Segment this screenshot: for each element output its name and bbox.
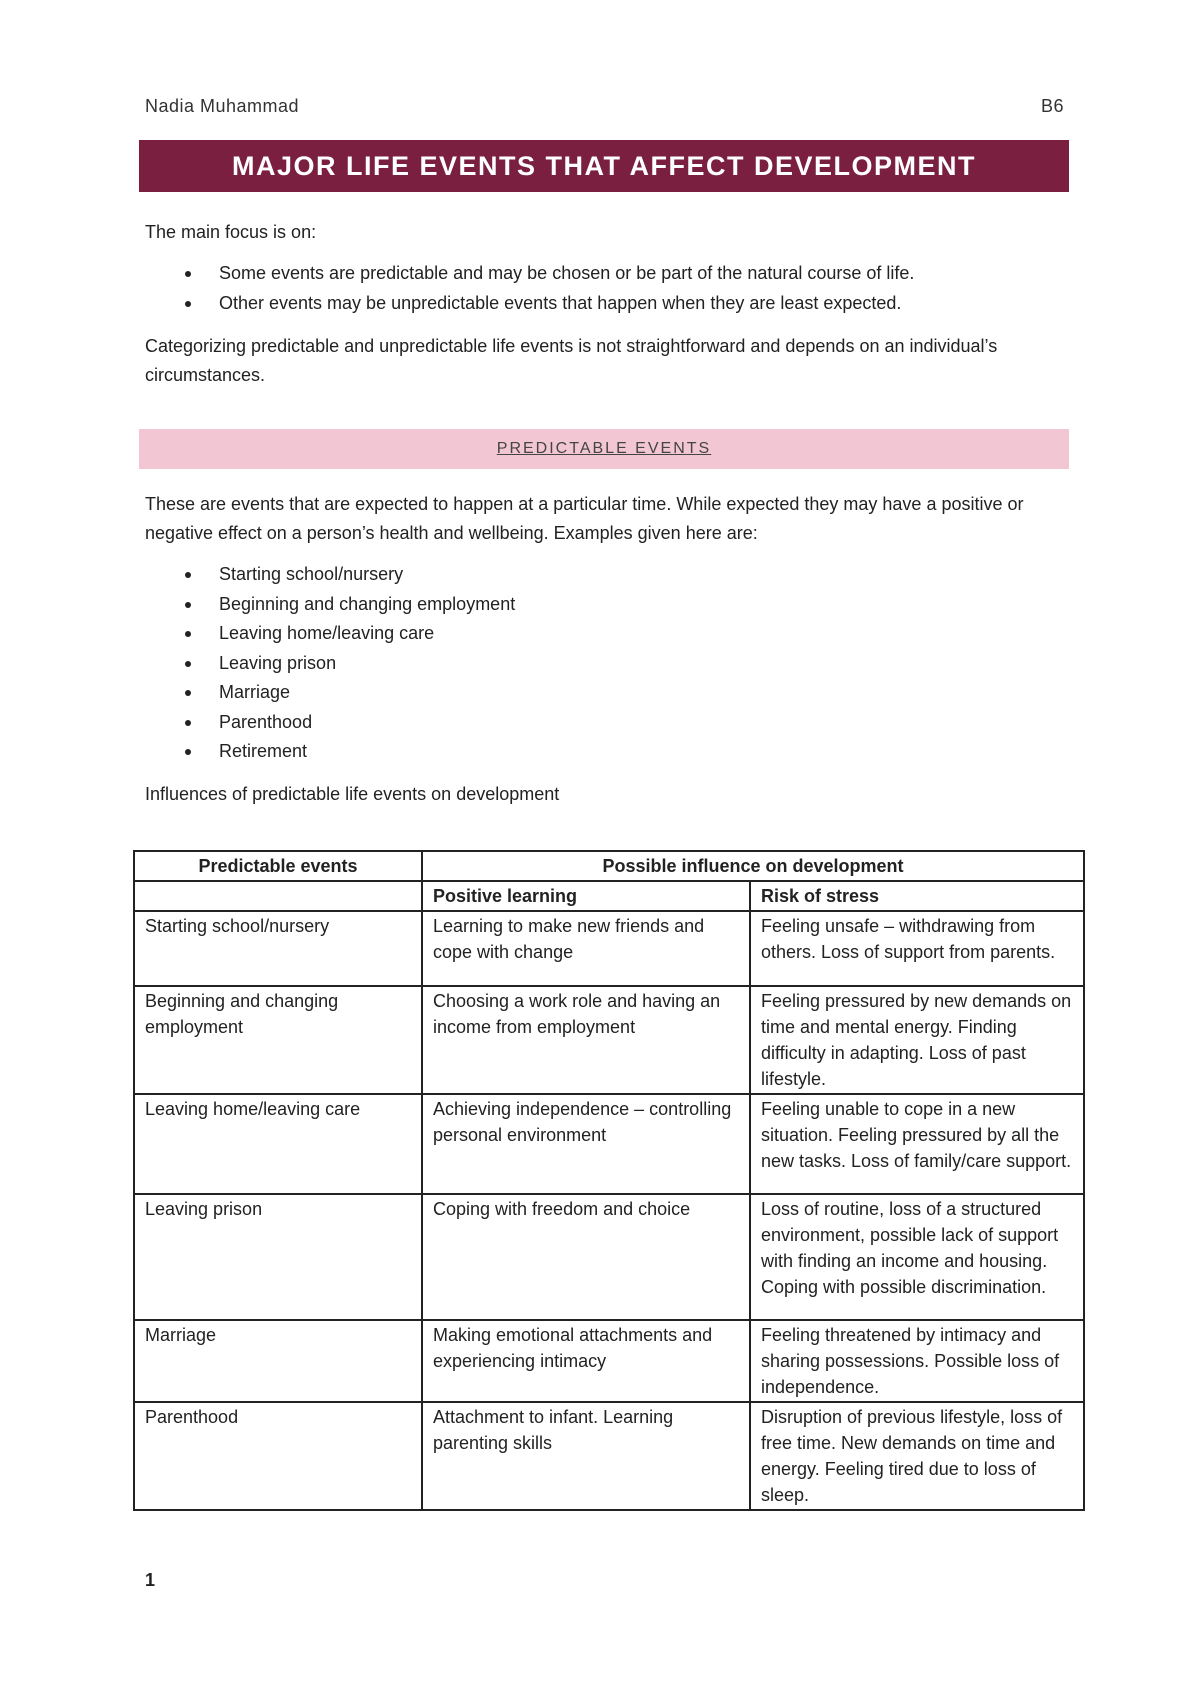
page-number: 1 bbox=[145, 1570, 156, 1590]
event-cell: Leaving home/leaving care bbox=[134, 1094, 422, 1194]
list-item: Marriage bbox=[145, 678, 1075, 708]
list-item: Parenthood bbox=[145, 708, 1075, 738]
list-item: Beginning and changing employment bbox=[145, 590, 1075, 620]
positive-cell: Achieving independence – controlling personal environment bbox=[422, 1094, 750, 1194]
positive-cell: Making emotional attachments and experiencing intimacy bbox=[422, 1320, 750, 1402]
event-cell: Leaving prison bbox=[134, 1194, 422, 1320]
list-item: Some events are predictable and may be chosen or be part of the natural course of life. bbox=[145, 259, 1075, 289]
subheader-risk-of-stress: Risk of stress bbox=[750, 881, 1084, 911]
list-item: Leaving prison bbox=[145, 649, 1075, 679]
section-heading-bar bbox=[139, 429, 1069, 469]
page-title: MAJOR LIFE EVENTS THAT AFFECT DEVELOPMENT bbox=[139, 140, 1069, 192]
predictable-section bbox=[145, 490, 1075, 809]
list-item: Leaving home/leaving care bbox=[145, 619, 1075, 649]
table-header-row bbox=[134, 851, 1084, 881]
stress-cell: Feeling unable to cope in a new situation. Feeling pressured by all the new tasks. Loss of family/care support. bbox=[750, 1094, 1084, 1194]
predictable-bullet-list bbox=[145, 560, 1075, 767]
event-cell: Parenthood bbox=[134, 1402, 422, 1510]
event-cell: Marriage bbox=[134, 1320, 422, 1402]
intro-lead: The main focus is on: bbox=[145, 222, 317, 242]
stress-cell: Loss of routine, loss of a structured environment, possible lack of support with finding an income and housing. Coping with possible discrimination. bbox=[750, 1194, 1084, 1320]
event-cell: Beginning and changing employment bbox=[134, 986, 422, 1094]
event-cell: Starting school/nursery bbox=[134, 911, 422, 986]
section-heading: PREDICTABLE EVENTS bbox=[496, 440, 712, 457]
predictable-paragraph: These are events that are expected to happen at a particular time. While expected they may have a positive or negative effect on a person’s health and wellbeing. Examples given here are: bbox=[145, 494, 1024, 543]
intro-section bbox=[145, 218, 1075, 390]
table-row bbox=[134, 911, 1084, 986]
subheader-empty bbox=[134, 881, 422, 911]
predictable-events-table bbox=[133, 850, 1085, 1511]
table-row bbox=[134, 1402, 1084, 1510]
stress-cell: Feeling threatened by intimacy and sharing possessions. Possible loss of independence. bbox=[750, 1320, 1084, 1402]
stress-cell: Disruption of previous lifestyle, loss of free time. New demands on time and energy. Feeling tired due to loss of sleep. bbox=[750, 1402, 1084, 1510]
table-row bbox=[134, 1194, 1084, 1320]
list-item: Retirement bbox=[145, 737, 1075, 767]
list-item: Other events may be unpredictable events that happen when they are least expected. bbox=[145, 289, 1075, 319]
table-row bbox=[134, 1320, 1084, 1402]
stress-cell: Feeling pressured by new demands on time and mental energy. Finding difficulty in adapting. Loss of past lifestyle. bbox=[750, 986, 1084, 1094]
intro-paragraph: Categorizing predictable and unpredictable life events is not straightforward and depends on an individual’s circumstances. bbox=[145, 336, 998, 385]
positive-cell: Coping with freedom and choice bbox=[422, 1194, 750, 1320]
stress-cell: Feeling unsafe – withdrawing from others. Loss of support from parents. bbox=[750, 911, 1084, 986]
header-predictable-events: Predictable events bbox=[134, 851, 422, 881]
intro-bullet-list bbox=[145, 259, 1075, 318]
header-author: Nadia Muhammad bbox=[145, 96, 300, 116]
table-row bbox=[134, 1094, 1084, 1194]
table-subheader-row bbox=[134, 881, 1084, 911]
positive-cell: Choosing a work role and having an income from employment bbox=[422, 986, 750, 1094]
header-possible-influence: Possible influence on development bbox=[422, 851, 1084, 881]
subheader-positive-learning: Positive learning bbox=[422, 881, 750, 911]
header-code: B6 bbox=[1040, 96, 1064, 116]
positive-cell: Attachment to infant. Learning parenting skills bbox=[422, 1402, 750, 1510]
table-row bbox=[134, 986, 1084, 1094]
list-item: Starting school/nursery bbox=[145, 560, 1075, 590]
table-caption: Influences of predictable life events on development bbox=[145, 783, 560, 804]
positive-cell: Learning to make new friends and cope with change bbox=[422, 911, 750, 986]
